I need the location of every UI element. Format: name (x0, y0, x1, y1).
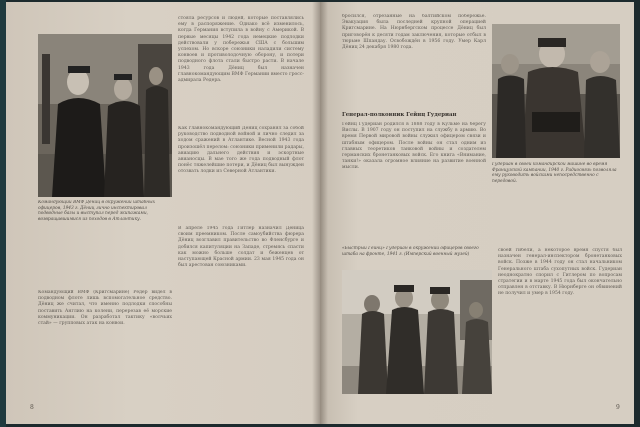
section-body-guderian: Гейнц Гудериан родился в 1888 году в Кульме на берегу Вислы. В 1907 году он поступил на службу в армию. Во время Первой мировой войны служил офицером связи и штабным офицером. После войны он стал одним из главных теоретиков танковой войны и создателем германских бронетанковых войск. Его книга «Внимание, танки!» оказала огромное влияние на развитие военной мысли. (342, 122, 486, 171)
body-text-bottom-right: своей гибели, а некоторое время спустя был назначен генерал-инспектором бронетанковых войск. Позже в 1944 году он стал начальником Генерального штаба сухопутных войск. Гудериан неоднократно спорил с Гитлером по вопросам стратегии и в марте 1945 года был окончательно отправлен в отставку. В Нюрнберге он обвинений не получил и умер в 1954 году. (498, 248, 622, 297)
section-heading-guderian: Генерал-полковник Гейнц Гудериан (342, 112, 457, 118)
book-spread (6, 2, 634, 424)
photo-donitz-officers (38, 34, 172, 197)
book-gutter (312, 2, 328, 424)
body-text-mid-right: Как главнокомандующий Дёниц сохранял за собой руководство подводной войной и лично следил за ходом сражений в Атлантике. Весной 1943 года произошёл перелом: союзники применили радары, авиацию дальнего действия и эскортные авианосцы. В мае того же года подводный флот понёс тяжелейшие потери, и Дёниц был вынужден отозвать лодки из Северной Атлантики. (178, 126, 304, 175)
right-page (320, 2, 634, 424)
photo-guderian-vehicle (492, 24, 620, 158)
body-text-top-left: бросился, отрезанные на балтийском побережье. Эвакуация была последней крупной операцией Кригсмарине. На Нюрнбергском процессе Дёниц был приговорён к десяти годам заключения, которые отбыл в тюрьме Шпандау. Освобождён в 1956 году. Умер Карл Дёниц 24 декабря 1980 года. (342, 14, 486, 51)
left-page (6, 2, 320, 424)
photo-caption-left: Командующий ВМФ Дёниц в окружении штабных офицеров, 1943 г. Дёниц лично инспектировал подводные базы и выступал перед экипажами, возвращавшимися из походов в Атлантику. (38, 200, 156, 222)
body-text-bottom-right: В апреле 1945 года Гитлер назначил Дёница своим преемником. После самоубийства фюрера Дёниц возглавил правительство во Фленсбурге и добился капитуляции на Западе, стремясь спасти как можно больше солдат и беженцев от наступающей Красной армии. 23 мая 1945 года он был арестован союзниками. (178, 226, 304, 269)
body-text-bottom-left: Командующий ВМФ (Кригсмарине) Редер видел в подводном флоте лишь вспомогательное средство. Дёниц же считал, что именно подлодки способны поставить Англию на колени, перерезав её морские коммуникации. Он разработал тактику «волчьих стай» — групповых атак на конвои. (38, 290, 172, 327)
page-number-left: 8 (30, 404, 34, 411)
body-text-top-right: стояла ресурсов и людей, которые поставлялись ему в распоряжение. Однако всё изменилось, когда Германия вступила в войну с Америкой. В первые месяцы 1942 года немецкие подлодки действовали у побережья США с большим успехом. Но вскоре союзники наладили систему конвоев и противолодочную оборону, и потери подводного флота стали быстро расти. В начале 1943 года Дёниц был назначен главнокомандующим ВМФ Германии вместо гросс-адмирала Редера. (178, 16, 304, 84)
photo-guderian-staff (342, 270, 492, 394)
photo-caption-bottom: «Быстрый Гейнц» Гудериан в окружении офицеров своего штаба на фронте, 1941 г. (Имперский военный музей) (342, 246, 479, 257)
page-number-right: 9 (616, 404, 620, 411)
photo-caption-top-right: Гудериан в своей командирской машине во время Французской кампании, 1940 г. Радиосвязь позволяла ему руководить войсками непосредственно с передовой. (492, 162, 617, 184)
